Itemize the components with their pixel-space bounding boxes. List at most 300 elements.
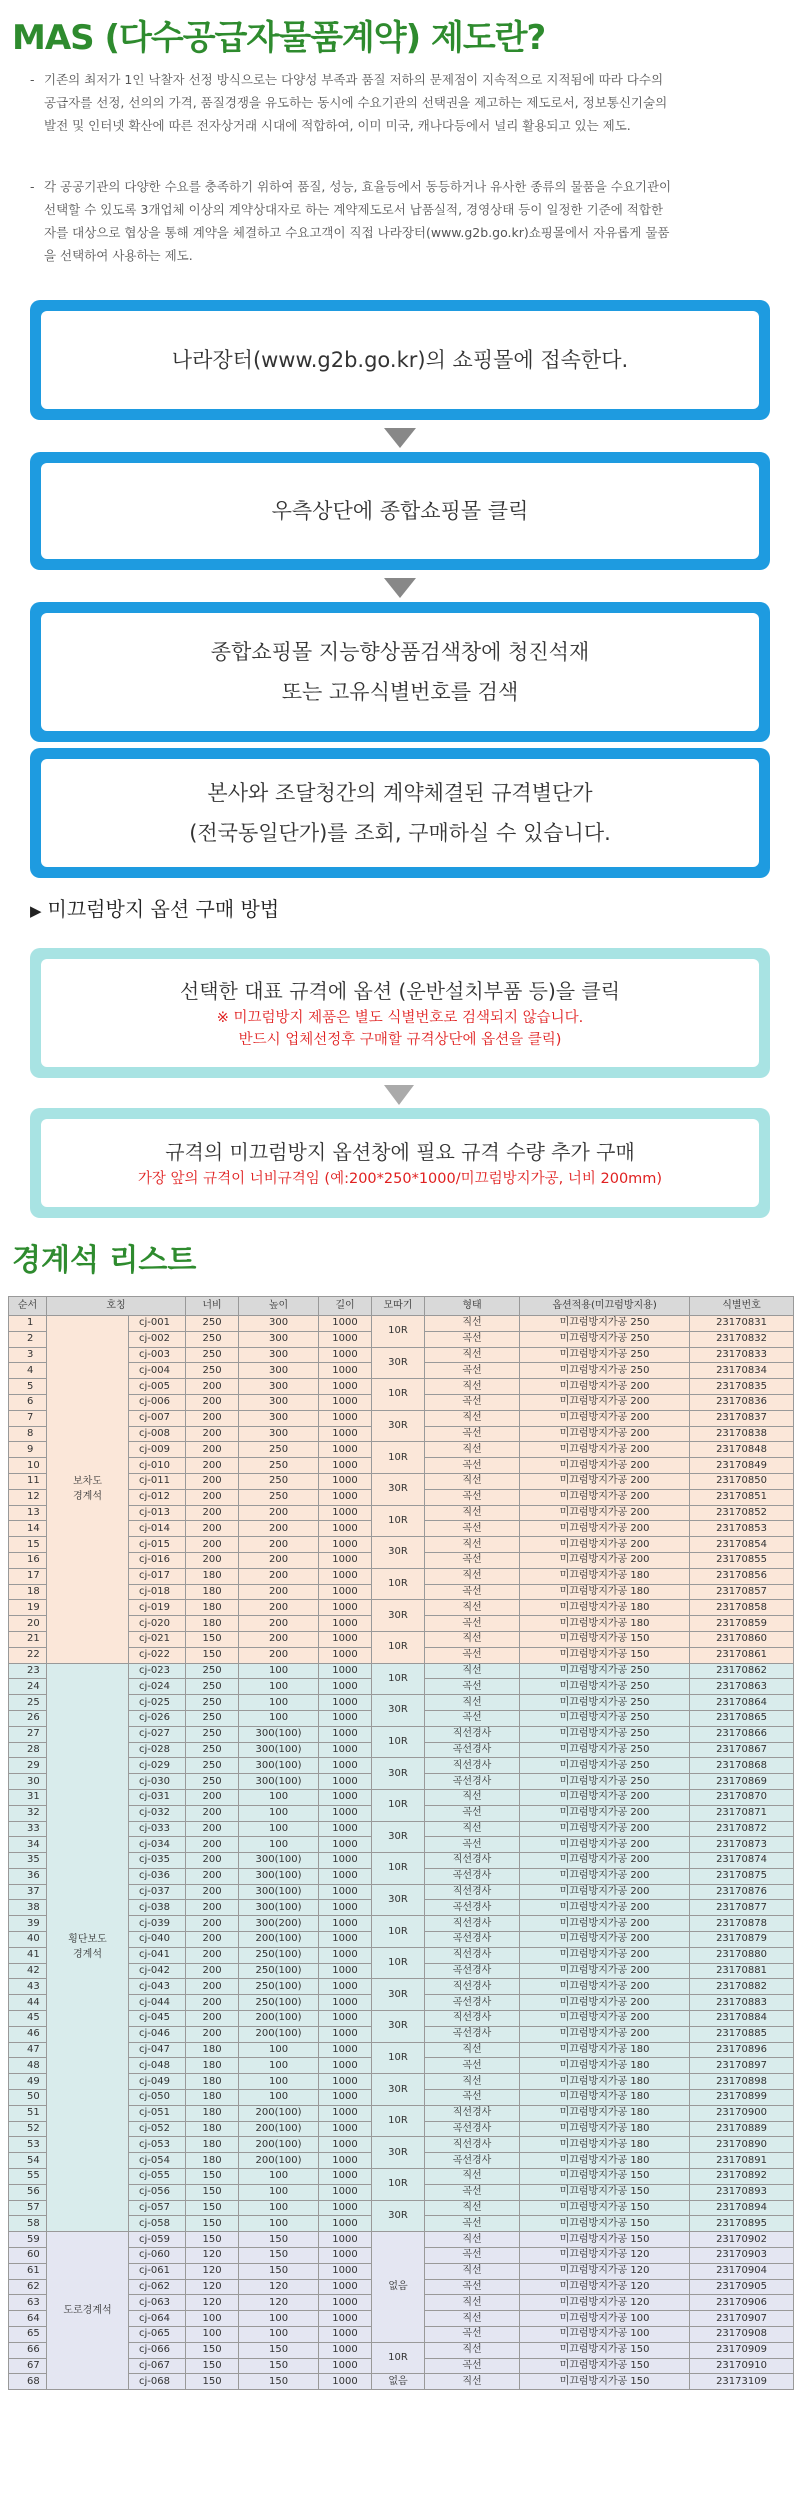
table-cell: 7 <box>9 1410 47 1426</box>
table-cell: 1000 <box>319 2058 372 2074</box>
table-cell: 1000 <box>319 1363 372 1379</box>
table-cell: 곡선 <box>425 1679 520 1695</box>
table-cell: 30R <box>372 1410 425 1442</box>
table-cell: 곡선 <box>425 1584 520 1600</box>
table-cell: 23170857 <box>690 1584 794 1600</box>
table-cell: 미끄럼방지가공 200 <box>520 1932 690 1948</box>
table-cell: 23170905 <box>690 2279 794 2295</box>
table-cell: 23170838 <box>690 1426 794 1442</box>
table-cell: 1000 <box>319 1963 372 1979</box>
page-title: MAS (다수공급자물품계약) 제도란? <box>12 18 546 58</box>
table-cell: 미끄럼방지가공 120 <box>520 2279 690 2295</box>
table-cell: 직선경사 <box>425 1853 520 1869</box>
table-cell: 180 <box>186 1584 239 1600</box>
table-cell: cj-049 <box>129 2074 186 2090</box>
table-cell: 33 <box>9 1821 47 1837</box>
table-cell: 180 <box>186 2153 239 2169</box>
table-cell: 직선 <box>425 2295 520 2311</box>
table-cell: 미끄럼방지가공 200 <box>520 2026 690 2042</box>
table-cell: 23170907 <box>690 2311 794 2327</box>
table-cell: 1000 <box>319 1584 372 1600</box>
table-cell: 250 <box>186 1331 239 1347</box>
table-cell: 1000 <box>319 2311 372 2327</box>
table-cell: 직선 <box>425 2342 520 2358</box>
option-step-box-1 <box>30 948 770 1078</box>
table-cell: 23170851 <box>690 1489 794 1505</box>
table-cell: 120 <box>186 2248 239 2264</box>
table-cell: 200 <box>186 1394 239 1410</box>
table-cell: 64 <box>9 2311 47 2327</box>
table-cell: 250(100) <box>239 1947 319 1963</box>
table-cell: 150 <box>239 2374 319 2390</box>
table-cell: 곡선 <box>425 1521 520 1537</box>
table-cell: 미끄럼방지가공 150 <box>520 1647 690 1663</box>
table-cell: 30R <box>372 1821 425 1853</box>
table-cell: 1000 <box>319 2263 372 2279</box>
table-cell: 300 <box>239 1410 319 1426</box>
table-cell: 미끄럼방지가공 200 <box>520 1963 690 1979</box>
table-cell: 200 <box>239 1600 319 1616</box>
table-cell: 200 <box>186 1884 239 1900</box>
table-cell: 1000 <box>319 1932 372 1948</box>
table-cell: 1000 <box>319 1837 372 1853</box>
table-cell: 60 <box>9 2248 47 2264</box>
table-cell: 23170890 <box>690 2137 794 2153</box>
table-cell: cj-010 <box>129 1458 186 1474</box>
table-cell: cj-017 <box>129 1568 186 1584</box>
table-cell: 1000 <box>319 2200 372 2216</box>
table-cell: 직선 <box>425 2200 520 2216</box>
table-cell: cj-005 <box>129 1379 186 1395</box>
table-cell: cj-055 <box>129 2169 186 2185</box>
table-cell: 곡선 <box>425 1363 520 1379</box>
table-cell: cj-068 <box>129 2374 186 2390</box>
table-cell: 250 <box>186 1758 239 1774</box>
table-cell: 미끄럼방지가공 250 <box>520 1316 690 1332</box>
table-cell: cj-051 <box>129 2105 186 2121</box>
table-cell: 47 <box>9 2042 47 2058</box>
table-cell: 1000 <box>319 1600 372 1616</box>
table-cell: 곡선 <box>425 2279 520 2295</box>
table-cell: 25 <box>9 1695 47 1711</box>
table-cell: 곡선 <box>425 2248 520 2264</box>
table-cell: 3 <box>9 1347 47 1363</box>
table-cell: 200 <box>186 1868 239 1884</box>
table-cell: 53 <box>9 2137 47 2153</box>
table-cell: 미끄럼방지가공 180 <box>520 2137 690 2153</box>
table-cell: 250 <box>239 1458 319 1474</box>
table-cell: 250 <box>186 1710 239 1726</box>
table-cell: 미끄럼방지가공 200 <box>520 1394 690 1410</box>
table-cell: cj-054 <box>129 2153 186 2169</box>
table-cell: 23170855 <box>690 1552 794 1568</box>
table-cell: 250 <box>186 1347 239 1363</box>
table-header-cell: 옵션적용(미끄럼방지용) <box>520 1297 690 1316</box>
table-cell: 미끄럼방지가공 250 <box>520 1758 690 1774</box>
table-header-cell: 호칭 <box>47 1297 186 1316</box>
table-cell: 1000 <box>319 1347 372 1363</box>
table-cell: 미끄럼방지가공 200 <box>520 1821 690 1837</box>
table-cell: 직선 <box>425 2263 520 2279</box>
intro-paragraph-2 <box>30 175 775 267</box>
table-cell: 150 <box>186 2216 239 2232</box>
step-text: 본사와 조달청간의 계약체결된 규격별단가 <box>207 781 593 805</box>
table-cell: 곡선경사 <box>425 1774 520 1790</box>
table-cell: 300(100) <box>239 1726 319 1742</box>
table-cell: 56 <box>9 2184 47 2200</box>
table-cell: 10R <box>372 2342 425 2374</box>
table-cell: 23170852 <box>690 1505 794 1521</box>
table-cell: 10R <box>372 1568 425 1600</box>
table-cell: 150 <box>239 2232 319 2248</box>
table-cell: 200 <box>186 1853 239 1869</box>
table-cell: cj-043 <box>129 1979 186 1995</box>
table-cell: 1000 <box>319 1884 372 1900</box>
table-cell: 200 <box>239 1568 319 1584</box>
table-cell: cj-060 <box>129 2248 186 2264</box>
table-cell: 미끄럼방지가공 200 <box>520 1805 690 1821</box>
table-cell: 9 <box>9 1442 47 1458</box>
table-cell: 23170895 <box>690 2216 794 2232</box>
table-cell: 23170897 <box>690 2058 794 2074</box>
table-cell: 16 <box>9 1552 47 1568</box>
table-cell: 미끄럼방지가공 200 <box>520 1505 690 1521</box>
table-cell: 200 <box>186 1979 239 1995</box>
table-cell: 250 <box>186 1726 239 1742</box>
table-cell: 120 <box>186 2279 239 2295</box>
table-cell: 38 <box>9 1900 47 1916</box>
table-cell: 미끄럼방지가공 150 <box>520 1631 690 1647</box>
table-cell: 23170861 <box>690 1647 794 1663</box>
table-cell: 1000 <box>319 1568 372 1584</box>
table-cell: 150 <box>186 2169 239 2185</box>
table-cell: 1000 <box>319 1552 372 1568</box>
table-cell: 직선경사 <box>425 2137 520 2153</box>
table-cell: 40 <box>9 1932 47 1948</box>
table-cell: 미끄럼방지가공 150 <box>520 2374 690 2390</box>
table-cell: 34 <box>9 1837 47 1853</box>
table-cell: cj-007 <box>129 1410 186 1426</box>
table-cell: 50 <box>9 2090 47 2106</box>
table-header-cell: 순서 <box>9 1297 47 1316</box>
table-cell: 10R <box>372 2169 425 2201</box>
table-cell: 23170873 <box>690 1837 794 1853</box>
table-cell: 10R <box>372 1916 425 1948</box>
table-cell: 직선경사 <box>425 2011 520 2027</box>
table-cell: 10R <box>372 1442 425 1474</box>
table-cell: 1000 <box>319 2042 372 2058</box>
table-cell: 30R <box>372 1347 425 1379</box>
table-header-cell: 길이 <box>319 1297 372 1316</box>
table-cell: 10R <box>372 1853 425 1885</box>
table-cell: 200 <box>186 1900 239 1916</box>
table-cell: cj-006 <box>129 1394 186 1410</box>
table-cell: 23170910 <box>690 2358 794 2374</box>
table-cell: 미끄럼방지가공 200 <box>520 1473 690 1489</box>
table-cell: 1000 <box>319 1789 372 1805</box>
table-cell: 62 <box>9 2279 47 2295</box>
table-cell: 곡선 <box>425 1805 520 1821</box>
table-cell: cj-013 <box>129 1505 186 1521</box>
table-cell: 23170837 <box>690 1410 794 1426</box>
table-cell: 23170880 <box>690 1947 794 1963</box>
table-cell: 250(100) <box>239 1963 319 1979</box>
table-cell: 200 <box>186 1805 239 1821</box>
table-cell: 10R <box>372 1789 425 1821</box>
table-cell: 300(100) <box>239 1900 319 1916</box>
table-cell: 250 <box>186 1316 239 1332</box>
table-cell: 150 <box>186 1647 239 1663</box>
table-cell: 200 <box>186 1505 239 1521</box>
table-cell: 직선경사 <box>425 1979 520 1995</box>
table-cell: 1000 <box>319 1900 372 1916</box>
table-cell: cj-021 <box>129 1631 186 1647</box>
table-cell: 1000 <box>319 2184 372 2200</box>
table-cell: 39 <box>9 1916 47 1932</box>
table-cell: 미끄럼방지가공 200 <box>520 1458 690 1474</box>
table-cell: 100 <box>239 2216 319 2232</box>
table-cell: 미끄럼방지가공 180 <box>520 2121 690 2137</box>
table-cell: 200 <box>186 1932 239 1948</box>
table-cell: 10R <box>372 1505 425 1537</box>
step-box-4 <box>30 748 770 878</box>
table-cell: 23170868 <box>690 1758 794 1774</box>
table-cell: 27 <box>9 1726 47 1742</box>
group-name-cell: 보차도 경계석 <box>47 1316 129 1664</box>
table-cell: 23170831 <box>690 1316 794 1332</box>
arrow-down-icon <box>384 1085 414 1105</box>
table-cell: 1000 <box>319 1947 372 1963</box>
step-text: 또는 고유식별번호를 검색 <box>281 680 519 704</box>
bullet-dash: - <box>30 179 35 194</box>
table-cell: 1000 <box>319 1489 372 1505</box>
table-cell: cj-034 <box>129 1837 186 1853</box>
table-cell: cj-059 <box>129 2232 186 2248</box>
table-cell: 미끄럼방지가공 180 <box>520 2105 690 2121</box>
table-cell: 1000 <box>319 1426 372 1442</box>
table-cell: 11 <box>9 1473 47 1489</box>
table-cell: cj-048 <box>129 2058 186 2074</box>
table-cell: cj-024 <box>129 1679 186 1695</box>
table-cell: 120 <box>186 2295 239 2311</box>
table-cell: 1000 <box>319 1458 372 1474</box>
table-cell: 100 <box>239 1789 319 1805</box>
table-cell: 미끄럼방지가공 200 <box>520 1979 690 1995</box>
table-cell: 300 <box>239 1363 319 1379</box>
paragraph-line: 각 공공기관의 다양한 수요를 충족하기 위하여 품질, 성능, 효율등에서 동등하거나 유사한 종류의 물품을 수요기관이 <box>44 179 672 194</box>
table-cell: 200 <box>186 1552 239 1568</box>
table-cell: 200 <box>239 1521 319 1537</box>
table-cell: 10R <box>372 1379 425 1411</box>
table-cell: cj-050 <box>129 2090 186 2106</box>
table-cell: 200 <box>186 1410 239 1426</box>
table-cell: 미끄럼방지가공 180 <box>520 2090 690 2106</box>
table-cell: cj-044 <box>129 1995 186 2011</box>
table-cell: 미끄럼방지가공 250 <box>520 1742 690 1758</box>
table-cell: 1000 <box>319 1473 372 1489</box>
table-cell: 200 <box>186 1821 239 1837</box>
table-cell: cj-035 <box>129 1853 186 1869</box>
table-cell: 직선 <box>425 1568 520 1584</box>
table-cell: cj-023 <box>129 1663 186 1679</box>
table-cell: 미끄럼방지가공 180 <box>520 1584 690 1600</box>
table-cell: 미끄럼방지가공 200 <box>520 1868 690 1884</box>
table-cell: 미끄럼방지가공 250 <box>520 1363 690 1379</box>
table-cell: 1 <box>9 1316 47 1332</box>
table-cell: cj-025 <box>129 1695 186 1711</box>
table-cell: 200 <box>186 1379 239 1395</box>
table-cell: 23170869 <box>690 1774 794 1790</box>
table-cell: 1000 <box>319 1805 372 1821</box>
table-cell: 23170893 <box>690 2184 794 2200</box>
table-cell: cj-065 <box>129 2327 186 2343</box>
table-cell: 37 <box>9 1884 47 1900</box>
table-cell: 100 <box>239 1710 319 1726</box>
table-cell: 120 <box>186 2263 239 2279</box>
table-cell: 직선 <box>425 1505 520 1521</box>
group-name-cell: 도로경계석 <box>47 2232 129 2390</box>
table-cell: 곡선경사 <box>425 1742 520 1758</box>
table-cell: 48 <box>9 2058 47 2074</box>
table-cell: 1000 <box>319 1821 372 1837</box>
table-cell: 미끄럼방지가공 180 <box>520 2058 690 2074</box>
table-cell: 1000 <box>319 1379 372 1395</box>
table-cell: 65 <box>9 2327 47 2343</box>
table-cell: 미끄럼방지가공 200 <box>520 1537 690 1553</box>
table-cell: 1000 <box>319 2011 372 2027</box>
table-cell: 180 <box>186 2137 239 2153</box>
table-cell: cj-018 <box>129 1584 186 1600</box>
table-cell: 23170871 <box>690 1805 794 1821</box>
table-cell: 200 <box>239 1537 319 1553</box>
table-cell: 300 <box>239 1316 319 1332</box>
table-cell: 10R <box>372 2105 425 2137</box>
step-box-2 <box>30 452 770 570</box>
table-cell: 미끄럼방지가공 200 <box>520 1884 690 1900</box>
table-cell: 12 <box>9 1489 47 1505</box>
table-cell: 23170866 <box>690 1726 794 1742</box>
table-cell: cj-009 <box>129 1442 186 1458</box>
table-cell: cj-057 <box>129 2200 186 2216</box>
table-cell: cj-008 <box>129 1426 186 1442</box>
table-cell: 23170870 <box>690 1789 794 1805</box>
table-cell: 200 <box>239 1505 319 1521</box>
table-cell: 18 <box>9 1584 47 1600</box>
table-cell: 미끄럼방지가공 200 <box>520 1426 690 1442</box>
table-cell: 100 <box>239 1805 319 1821</box>
table-cell: 미끄럼방지가공 200 <box>520 1916 690 1932</box>
table-cell: 150 <box>186 2358 239 2374</box>
table-cell: 200 <box>186 1837 239 1853</box>
table-cell: 200(100) <box>239 2105 319 2121</box>
option-step-note: 가장 앞의 규격이 너비규격임 (예:200*250*1000/미끄럼방지가공, 너비 200mm) <box>137 1171 663 1187</box>
table-cell: cj-032 <box>129 1805 186 1821</box>
table-cell: 200(100) <box>239 2121 319 2137</box>
table-cell: 미끄럼방지가공 100 <box>520 2311 690 2327</box>
table-cell: 300 <box>239 1426 319 1442</box>
table-cell: cj-037 <box>129 1884 186 1900</box>
table-cell: 23170862 <box>690 1663 794 1679</box>
table-cell: 22 <box>9 1647 47 1663</box>
table-cell: 250(100) <box>239 1979 319 1995</box>
table-cell: 45 <box>9 2011 47 2027</box>
table-cell: 직선 <box>425 1347 520 1363</box>
table-cell: 23170867 <box>690 1742 794 1758</box>
table-cell: 직선 <box>425 2042 520 2058</box>
table-cell: 미끄럼방지가공 150 <box>520 2232 690 2248</box>
table-cell: 직선 <box>425 1316 520 1332</box>
table-cell: 곡선경사 <box>425 1995 520 2011</box>
table-cell: 23170898 <box>690 2074 794 2090</box>
table-cell: 23170836 <box>690 1394 794 1410</box>
table-cell: cj-047 <box>129 2042 186 2058</box>
table-cell: 미끄럼방지가공 200 <box>520 1947 690 1963</box>
table-cell: 직선 <box>425 1789 520 1805</box>
table-cell: 미끄럼방지가공 250 <box>520 1774 690 1790</box>
table-cell: 180 <box>186 2042 239 2058</box>
table-cell: 23170877 <box>690 1900 794 1916</box>
table-cell: 23170853 <box>690 1521 794 1537</box>
table-cell: 30R <box>372 1884 425 1916</box>
table-cell: 49 <box>9 2074 47 2090</box>
table-cell: 미끄럼방지가공 200 <box>520 1853 690 1869</box>
table-cell: 1000 <box>319 2121 372 2137</box>
table-cell: 미끄럼방지가공 120 <box>520 2248 690 2264</box>
table-cell: 미끄럼방지가공 180 <box>520 1616 690 1632</box>
table-cell: 1000 <box>319 2295 372 2311</box>
table-cell: 1000 <box>319 1631 372 1647</box>
paragraph-line: 선택할 수 있도록 3개업체 이상의 계약상대자로 하는 계약제도로서 납품실적, 경영상태 등이 일정한 기준에 적합한 <box>44 202 664 217</box>
table-cell: 직선 <box>425 1537 520 1553</box>
table-cell: 1000 <box>319 2026 372 2042</box>
table-cell: 58 <box>9 2216 47 2232</box>
table-cell: 5 <box>9 1379 47 1395</box>
table-cell: cj-058 <box>129 2216 186 2232</box>
table-cell: 23 <box>9 1663 47 1679</box>
table-cell: 10 <box>9 1458 47 1474</box>
table-cell: 곡선 <box>425 1837 520 1853</box>
paragraph-line: 기존의 최저가 1인 낙찰자 선정 방식으로는 다양성 부족과 품질 저하의 문제점이 지속적으로 지적됨에 따라 다수의 <box>44 72 664 87</box>
table-cell: 23170891 <box>690 2153 794 2169</box>
table-cell: 미끄럼방지가공 180 <box>520 2074 690 2090</box>
table-cell: 200 <box>239 1616 319 1632</box>
table-cell: 1000 <box>319 1442 372 1458</box>
table-cell: 250 <box>186 1695 239 1711</box>
table-cell: cj-026 <box>129 1710 186 1726</box>
table-cell: 200(100) <box>239 2026 319 2042</box>
table-header-cell: 너비 <box>186 1297 239 1316</box>
table-cell: 직선 <box>425 1442 520 1458</box>
table-cell: 1000 <box>319 1916 372 1932</box>
table-cell: 200 <box>186 2011 239 2027</box>
table-cell: 250 <box>239 1442 319 1458</box>
table-cell: 30R <box>372 2137 425 2169</box>
table-cell: 미끄럼방지가공 150 <box>520 2358 690 2374</box>
table-cell: 30R <box>372 1600 425 1632</box>
table-cell: 200 <box>186 2026 239 2042</box>
step-text: 종합쇼핑몰 지능향상품검색창에 청진석재 <box>210 640 590 664</box>
table-cell: 300 <box>239 1347 319 1363</box>
table-cell: 100 <box>239 1821 319 1837</box>
table-cell: 23170900 <box>690 2105 794 2121</box>
table-cell: 44 <box>9 1995 47 2011</box>
table-cell: 30R <box>372 2011 425 2043</box>
table-cell: 17 <box>9 1568 47 1584</box>
table-cell: 직선 <box>425 1379 520 1395</box>
table-cell: 23170899 <box>690 2090 794 2106</box>
table-cell: 100 <box>239 1663 319 1679</box>
table-cell: cj-053 <box>129 2137 186 2153</box>
